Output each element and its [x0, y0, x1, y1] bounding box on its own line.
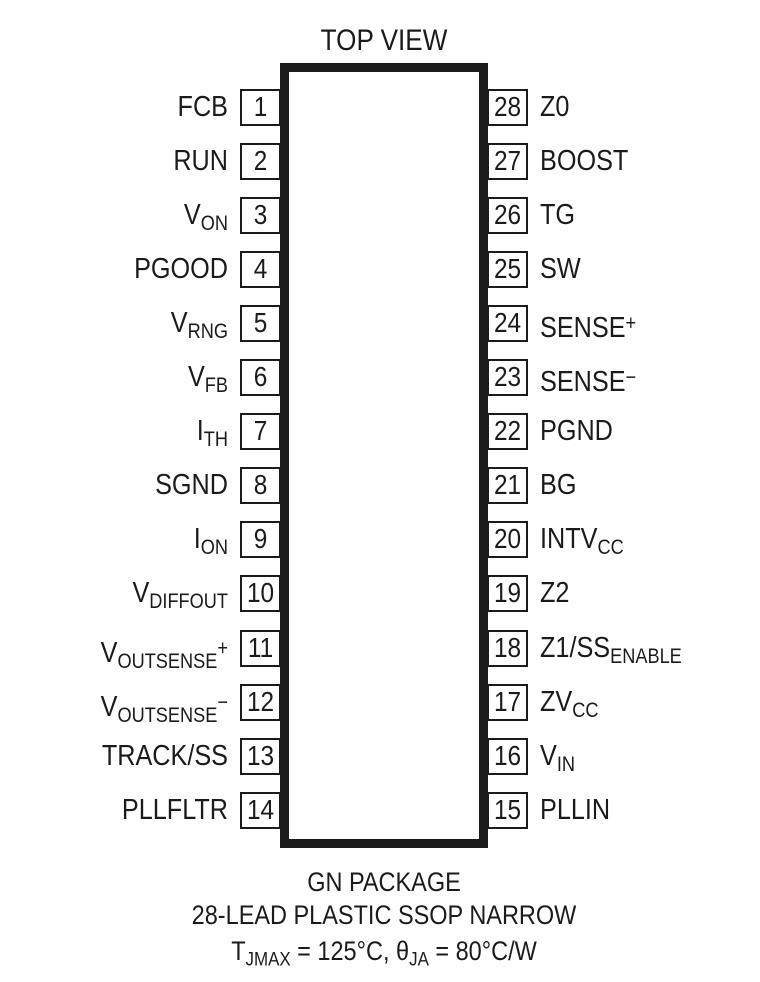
- label-text: SW: [540, 252, 581, 285]
- pin-row: [0, 684, 760, 721]
- label-text: V: [540, 739, 557, 772]
- label-sub: OUTSENSE: [117, 703, 218, 727]
- pin-row: [0, 467, 760, 504]
- pin-number-box: [487, 738, 528, 775]
- label-sup: +: [217, 636, 228, 660]
- pin-row: [0, 197, 760, 234]
- label-text: θ: [396, 936, 410, 966]
- pin-number: 9: [253, 523, 268, 555]
- label-text: = 125°C,: [290, 936, 397, 966]
- pin-label: [540, 467, 730, 504]
- package-name: GN PACKAGE: [307, 867, 461, 897]
- label-text: PLLIN: [540, 793, 611, 826]
- pin-number-box: [487, 413, 528, 450]
- label-sub: JMAX: [245, 948, 291, 971]
- pin-number: 10: [246, 577, 275, 609]
- pin-number: 28: [493, 90, 522, 122]
- label-sub: ON: [200, 536, 228, 560]
- label-text: PGOOD: [134, 252, 228, 285]
- pin-number-box: [487, 251, 528, 288]
- pin-row: [0, 575, 760, 612]
- pin-row: [0, 89, 760, 126]
- ic-package-body: [280, 63, 488, 848]
- pin-row: [0, 630, 760, 667]
- label-text: PGND: [540, 415, 613, 448]
- pin-number: 7: [253, 415, 268, 447]
- pin-label: [540, 738, 730, 783]
- pin-number: 5: [253, 306, 268, 338]
- pin-number: 25: [493, 252, 522, 284]
- pin-label: [540, 413, 730, 450]
- pin-row: [0, 521, 760, 558]
- pin-label: [540, 143, 730, 180]
- label-text: INTV: [540, 523, 598, 556]
- label-text: I: [193, 523, 201, 556]
- pin-number-box: [487, 305, 528, 342]
- pin-number: 16: [493, 739, 522, 771]
- label-text: Z0: [540, 90, 570, 123]
- label-sub: ON: [200, 211, 228, 235]
- pin-row: [0, 738, 760, 775]
- label-text: PLLFLTR: [121, 793, 228, 826]
- label-text: Z1/SS: [540, 631, 611, 664]
- pin-number: 26: [493, 198, 522, 230]
- label-text: SGND: [155, 469, 228, 502]
- label-text: V: [100, 690, 118, 723]
- pin-number: 24: [493, 306, 522, 338]
- label-sub: JA: [409, 948, 429, 971]
- pin-row: [0, 792, 760, 829]
- pin-label: [540, 792, 730, 829]
- label-text: I: [196, 415, 204, 448]
- pin-number: 21: [493, 469, 522, 501]
- label-sub: CC: [597, 536, 624, 560]
- footer: [0, 866, 760, 976]
- pin-number: 14: [246, 793, 275, 825]
- thermal-rating-line: [50, 935, 718, 976]
- pin-label: [540, 521, 730, 566]
- pin-number: 13: [246, 739, 275, 771]
- pin-label: [540, 630, 730, 675]
- pin-number: 20: [493, 523, 522, 555]
- pin-number-box: [487, 467, 528, 504]
- pin-row: [0, 251, 760, 288]
- pin-number: 18: [493, 631, 522, 663]
- pin-label: [540, 684, 730, 729]
- label-text: FCB: [177, 90, 228, 123]
- pin-number: 23: [493, 361, 522, 392]
- pin-number: 2: [253, 144, 268, 176]
- label-sub: CC: [572, 698, 599, 722]
- label-text: SENSE: [540, 311, 626, 344]
- pin-number: 1: [253, 90, 268, 122]
- pin-number-box: [487, 792, 528, 829]
- label-text: ZV: [540, 685, 573, 718]
- label-sup: −: [217, 690, 228, 714]
- pin-number-box: [487, 359, 528, 396]
- pin-number-box: [487, 143, 528, 180]
- pin-number: 22: [493, 415, 522, 447]
- pin-number: 6: [253, 361, 268, 392]
- pin-number: 19: [493, 577, 522, 609]
- label-text: V: [132, 577, 150, 610]
- label-sub: FB: [204, 373, 228, 397]
- label-text: V: [183, 198, 201, 231]
- pin-row: [0, 305, 760, 342]
- label-sup: −: [625, 366, 637, 389]
- pin-row: [0, 413, 760, 450]
- label-text: V: [100, 636, 118, 669]
- pin-label: [540, 305, 730, 347]
- label-text: SENSE: [540, 366, 626, 399]
- label-sub: IN: [556, 752, 575, 776]
- pin-number-box: [487, 630, 528, 667]
- pin-number-box: [487, 197, 528, 234]
- pin-number: 3: [253, 198, 268, 230]
- pin-number: 8: [253, 469, 268, 501]
- pin-number: 11: [247, 631, 274, 663]
- pin-number: 15: [493, 793, 522, 825]
- label-sub: OUTSENSE: [117, 649, 218, 673]
- pin-number-box: [487, 89, 528, 126]
- label-text: V: [187, 361, 205, 393]
- label-sub: TH: [203, 427, 228, 451]
- label-text: TG: [540, 198, 576, 231]
- pin-number-box: [487, 575, 528, 612]
- pin-number: 4: [253, 252, 268, 284]
- pin-label: [540, 89, 730, 126]
- label-sub: DIFFOUT: [149, 590, 228, 614]
- label-text: RUN: [173, 144, 228, 177]
- pin-number-box: [487, 521, 528, 558]
- pin-number: 27: [493, 144, 522, 176]
- label-text: TRACK/SS: [101, 739, 228, 772]
- label-text: BOOST: [540, 144, 629, 177]
- label-text: T: [231, 936, 246, 966]
- pin-label: [540, 359, 730, 401]
- pin-number: 12: [246, 685, 275, 717]
- label-text: V: [170, 306, 188, 339]
- pin-label: [540, 197, 730, 234]
- pin-label: [540, 251, 730, 288]
- pin-label: [540, 575, 730, 612]
- label-sub: ENABLE: [610, 644, 682, 668]
- package-description: 28-LEAD PLASTIC SSOP NARROW: [191, 900, 577, 930]
- label-text: BG: [540, 469, 577, 502]
- top-view-label: TOP VIEW: [320, 24, 448, 57]
- label-sup: +: [625, 311, 637, 335]
- pin-number: 17: [493, 685, 522, 717]
- pin-row: [0, 359, 760, 399]
- label-text: = 80°C/W: [428, 936, 537, 966]
- label-sub: RNG: [187, 319, 228, 343]
- pin-row: [0, 143, 760, 180]
- pin-number-box: [487, 684, 528, 721]
- label-text: Z2: [540, 577, 570, 610]
